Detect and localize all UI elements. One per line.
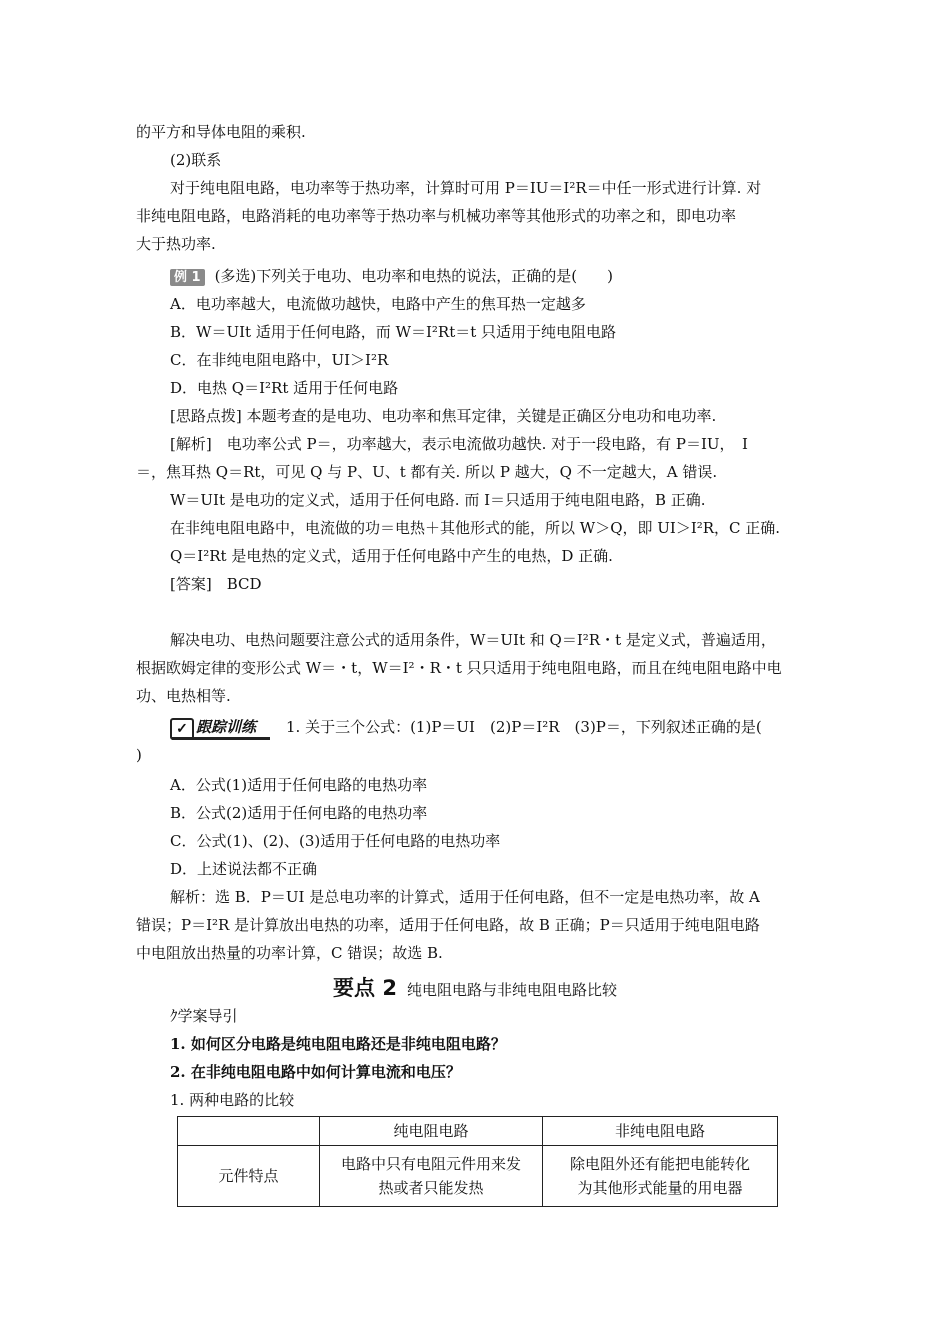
summary-line: 根据欧姆定律的变形公式 W＝・t，W＝I²・R・t 只只适用于纯电阻电路，而且在纯电阻电路中电 bbox=[136, 659, 782, 677]
option-d: D．上述说法都不正确 bbox=[170, 860, 318, 878]
table-header-cell: 纯电阻电路 bbox=[320, 1117, 543, 1146]
list-item: 1. 两种电路的比较 bbox=[170, 1091, 295, 1109]
section-heading bbox=[0, 972, 950, 1002]
cell-line: 电路中只有电阻元件用来发 bbox=[340, 1155, 521, 1173]
text-line: (2)联系 bbox=[170, 151, 222, 169]
option-b: B．W＝UIt 适用于任何电路，而 W＝I²Rt＝t 只适用于纯电阻电路 bbox=[170, 323, 617, 341]
option-c: C．在非纯电阻电路中，UI＞I²R bbox=[170, 351, 389, 369]
solution-line: [解析] 电功率公式 P＝，功率越大，表示电流做功越快. 对于一段电路，有 P＝IU， I bbox=[170, 435, 748, 453]
section-subtitle: 纯电阻电路与非纯电阻电路比较 bbox=[406, 981, 617, 999]
text-line: 大于热功率. bbox=[136, 235, 216, 253]
hint-line: [思路点拨] 本题考查的是电功、电功率和焦耳定律，关键是正确区分电功和电功率. bbox=[170, 407, 717, 425]
text-line: 非纯电阻电路，电路消耗的电功率等于热功率与机械功率等其他形式的功率之和，即电功率 bbox=[136, 207, 737, 225]
answer-line: [答案] BCD bbox=[170, 575, 262, 593]
table-row bbox=[178, 1146, 778, 1207]
cell-line: 热或者只能发热 bbox=[378, 1179, 484, 1197]
text-line: 的平方和导体电阻的乘积. bbox=[136, 123, 306, 141]
text-line: 对于纯电阻电路，电功率等于热功率，计算时可用 P＝IU＝I²R＝中任一形式进行计算. 对 bbox=[170, 179, 762, 197]
summary-line: 解决电功、电热问题要注意公式的适用条件，W＝UIt 和 Q＝I²R・t 是定义式，普遍适用， bbox=[170, 631, 776, 649]
cell-line: 除电阻外还有能把电能转化 bbox=[569, 1155, 750, 1173]
track-question: 1. 关于三个公式：(1)P＝UI (2)P＝I²R (3)P＝，下列叙述正确的是( bbox=[286, 718, 762, 736]
guide-question: 1. 如何区分电路是纯电阻电路还是非纯电阻电路？ bbox=[170, 1035, 506, 1053]
summary-line: 功、电热相等. bbox=[136, 687, 231, 705]
example-stem: (多选)下列关于电功、电功率和电热的说法，正确的是( ) bbox=[214, 267, 613, 285]
badge-underline bbox=[172, 737, 270, 740]
track-exercise-line bbox=[170, 717, 762, 739]
table-cell: 元件特点 bbox=[178, 1146, 320, 1207]
text-line: ) bbox=[136, 746, 142, 764]
track-exercise-badge bbox=[170, 717, 272, 739]
solution-line: Q＝I²Rt 是电热的定义式，适用于任何电路中产生的电热，D 正确. bbox=[170, 547, 613, 565]
guide-question: 2. 在非纯电阻电路中如何计算电流和电压？ bbox=[170, 1063, 461, 1081]
table-header-cell bbox=[178, 1117, 320, 1146]
solution-line: 在非纯电阻电路中，电流做的功＝电热＋其他形式的能，所以 W＞Q，即 UI＞I²R，C 正确. bbox=[170, 519, 781, 537]
table-cell bbox=[543, 1146, 778, 1207]
solution-line: W＝UIt 是电功的定义式，适用于任何电路. 而 I＝只适用于纯电阻电路，B 正确. bbox=[170, 491, 706, 509]
guide-label: ｸ学案导引 bbox=[170, 1007, 238, 1025]
example-1-question bbox=[170, 266, 613, 286]
table-cell bbox=[320, 1146, 543, 1207]
table-header-row bbox=[178, 1117, 778, 1146]
cell-line: 为其他形式能量的用电器 bbox=[577, 1179, 743, 1197]
option-a: A．公式(1)适用于任何电路的电热功率 bbox=[170, 776, 428, 794]
comparison-table bbox=[177, 1116, 778, 1207]
option-a: A．电功率越大，电流做功越快，电路中产生的焦耳热一定越多 bbox=[170, 295, 586, 313]
section-title: 要点 2 bbox=[333, 976, 397, 1000]
table-header-cell: 非纯电阻电路 bbox=[543, 1117, 778, 1146]
solution-line: 解析：选 B．P＝UI 是总电功率的计算式，适用于任何电路，但不一定是电热功率，故 A bbox=[170, 888, 760, 906]
solution-line: 错误；P＝I²R 是计算放出电热的功率，适用于任何电路，故 B 正确；P＝只适用于纯电阻电路 bbox=[136, 916, 760, 934]
option-c: C．公式(1)、(2)、(3)适用于任何电路的电热功率 bbox=[170, 832, 501, 850]
solution-line: ＝，焦耳热 Q＝Rt，可见 Q 与 P、U、t 都有关. 所以 P 越大，Q 不一定越大，A 错误. bbox=[136, 463, 718, 481]
solution-line: 中电阻放出热量的功率计算，C 错误；故选 B. bbox=[136, 944, 443, 962]
option-b: B．公式(2)适用于任何电路的电热功率 bbox=[170, 804, 428, 822]
option-d: D．电热 Q＝I²Rt 适用于任何电路 bbox=[170, 379, 399, 397]
example-badge: 例 1 bbox=[170, 269, 205, 286]
check-icon: ✓ bbox=[170, 718, 194, 740]
track-exercise-label: 跟踪训练 bbox=[196, 718, 257, 736]
